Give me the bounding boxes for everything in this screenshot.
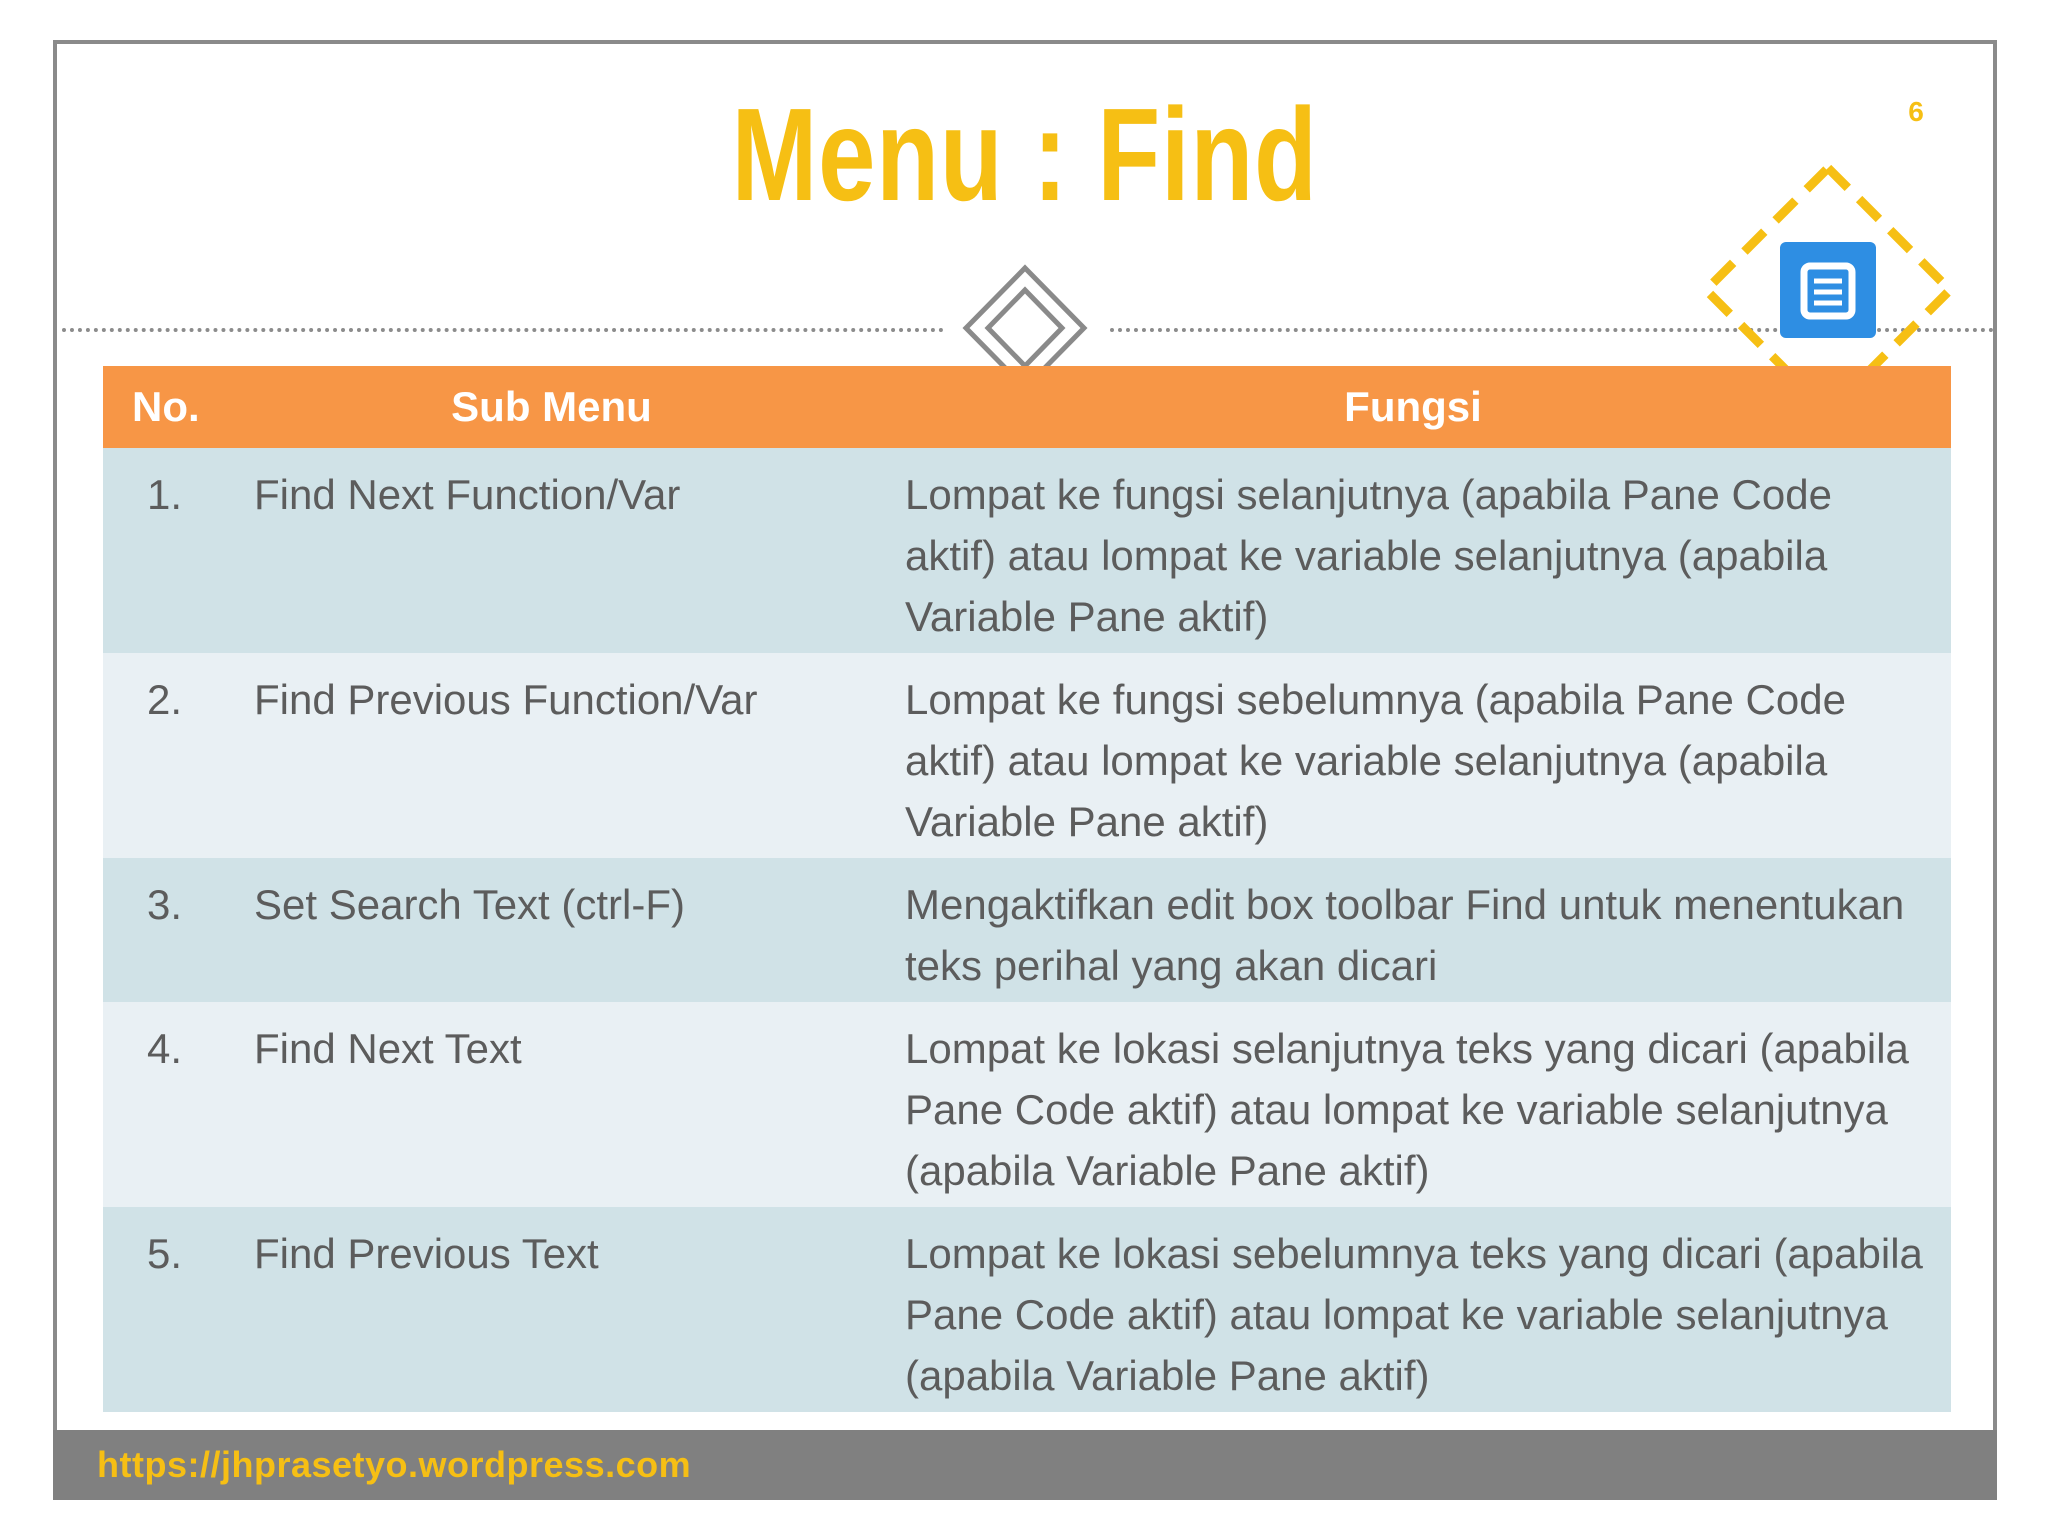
dotted-divider-left xyxy=(62,328,944,332)
table-row xyxy=(103,653,1951,858)
table-header-row xyxy=(103,366,1951,448)
table-row xyxy=(103,1207,1951,1412)
row-number: 2. xyxy=(147,676,183,723)
column-header-no: No. xyxy=(132,383,200,430)
row-fungsi: Lompat ke lokasi sebelumnya teks yang dicari (apabila Pane Code aktif) atau lompat ke variable selanjutnya (apabila Variable Pane aktif) xyxy=(905,1230,1923,1399)
row-number: 4. xyxy=(147,1025,183,1072)
row-fungsi: Mengaktifkan edit box toolbar Find untuk menentukan teks perihal yang akan dicari xyxy=(905,881,1905,989)
row-fungsi: Lompat ke fungsi sebelumnya (apabila Pane Code aktif) atau lompat ke variable selanjutnya (apabila Variable Pane aktif) xyxy=(905,676,1846,845)
footer-url-link[interactable]: https://jhprasetyo.wordpress.com xyxy=(97,1444,692,1485)
table-row xyxy=(103,1002,1951,1207)
row-sub-menu: Find Next Text xyxy=(254,1025,522,1072)
row-sub-menu: Set Search Text (ctrl-F) xyxy=(254,881,685,928)
document-list-icon xyxy=(1700,160,1960,366)
row-number: 5. xyxy=(147,1230,183,1277)
table-row xyxy=(103,858,1951,1002)
column-header-fungsi: Fungsi xyxy=(1344,383,1482,430)
row-number: 3. xyxy=(147,881,183,928)
diamond-ornament-icon xyxy=(960,262,1090,372)
page-number: 6 xyxy=(1908,96,1924,127)
row-sub-menu: Find Previous Text xyxy=(254,1230,599,1277)
footer-bar xyxy=(53,1430,1997,1500)
row-number: 1. xyxy=(147,471,183,518)
slide-title: Menu : Find xyxy=(731,81,1318,228)
row-sub-menu: Find Next Function/Var xyxy=(254,471,681,518)
row-fungsi: Lompat ke fungsi selanjutnya (apabila Pane Code aktif) atau lompat ke variable selanjutnya (apabila Variable Pane aktif) xyxy=(905,471,1832,640)
row-fungsi: Lompat ke lokasi selanjutnya teks yang dicari (apabila Pane Code aktif) atau lompat ke variable selanjutnya (apabila Variable Pane aktif) xyxy=(905,1025,1909,1194)
table-row xyxy=(103,448,1951,653)
row-sub-menu: Find Previous Function/Var xyxy=(254,676,758,723)
column-header-sub-menu: Sub Menu xyxy=(451,383,652,430)
find-menu-table xyxy=(103,366,1951,1412)
